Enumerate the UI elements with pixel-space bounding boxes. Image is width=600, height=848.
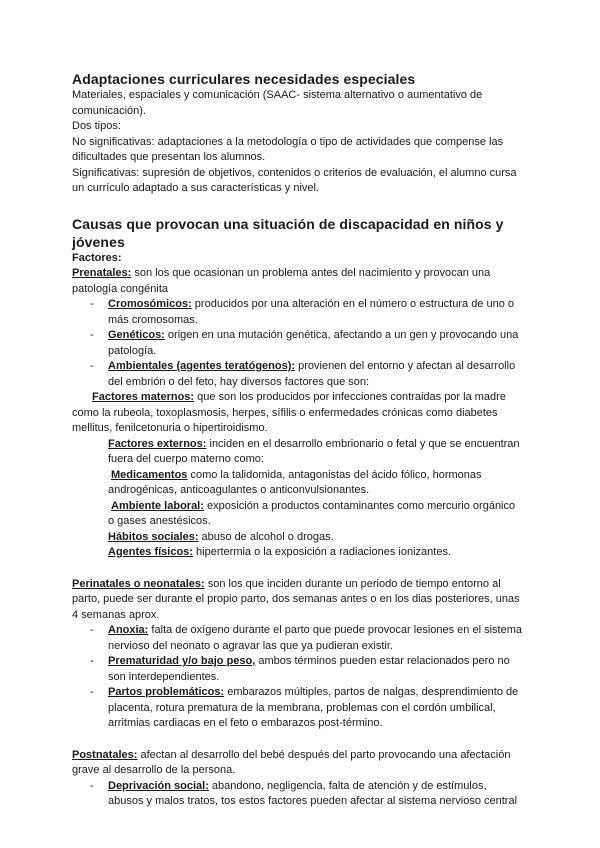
list-item-prematuridad: - Prematuridad y/o bajo peso, ambos términos pueden estar relacionados pero no son interdependientes. <box>90 655 510 683</box>
laboral-label: Ambiente laboral: <box>111 499 204 512</box>
list-item-anoxia: - Anoxia: falta de oxígeno durante el parto que puede provocar lesiones en el sistema nervioso del neonato o agravar las que ya pudieran existir. <box>90 624 522 652</box>
text-line: Significativas: supresión de objetivos, contenidos o criterios de evaluación, el alumno cursa <box>72 166 517 179</box>
habitos-label: Hábitos sociales: <box>108 530 199 543</box>
text-line: Materiales, espaciales y comunicación (SAAC- sistema alternativo o aumentativo de <box>72 89 483 101</box>
text-line: No significativas: adaptaciones a la metodología o tipo de actividades que compense las <box>72 135 504 148</box>
list-item-ambientales: - Ambientales (agentes teratógenos): provienen del entorno y afectan al desarrollo del embrión o del feto, hay diversos factores que son: <box>90 360 516 388</box>
text-line: comunicación). <box>72 104 146 117</box>
factores-heading: Factores: <box>72 251 122 264</box>
perinatales-paragraph: Perinatales o neonatales: son los que inciden durante un periodo de tiempo entorno al <box>72 577 501 590</box>
text-line: Dos tipos: <box>72 120 121 132</box>
list-item-cromosomicos: - Cromosómicos: producidos por una alteración en el número o estructura de uno o más cromosomas. <box>90 298 515 326</box>
factores-maternos: Factores maternos: que son los producidos por infecciones contraidas por la madre como la rubeola, toxoplasmosis, herpes, sífilis o enfermedades crónicas como diabetes mellitus, fenilcetonuria o hipertiroidismo. <box>72 391 506 434</box>
section2-body: Factores: Prenatales: son los que ocasionan un problema antes del nacimiento y provocan una patología congénita - Cromosómicos: producidos por una alteración en el número o estructura de uno o más cromosomas. - Genéticos: origen en una mutación genética, afectando a un gen y provocando una patología. - Ambientales (agentes teratógenos): provienen del entorno y afectan al desarrollo del embrión o del feto, hay diversos factores que son: Factores maternos: que son los producidos por infecciones contraidas por la madre como la rubeola, toxoplasmosis, herpes, sífilis o enfermedades crónicas como diabetes mellitus, fenilcetonuria o hipertiroidismo. Factores externos: inciden en el desarrollo embrionario o fetal y que se encuentran fuera del cuerpo materno como: Medicamentos como la talidomida, antagonistas del ácido fólico, hormonas androgénicas, anticoagulantes o anticonvulsionantes. Ambiente laboral: exposición a productos contaminantes como mercurio orgánico o gases anestésicos. Hábitos sociales: abuso de alcohol o drogas. Agentes físicos: hipertermia o la exposición a radiaciones ionizantes. Perinatales o neonatales: son los que inciden durante un periodo de tiempo entorno al parto, puede ser durante el propio parto, dos semanas antes o en los dias posteriores, unas 4 semanas aprox. - Anoxia: falta de oxígeno durante el parto que puede provocar lesiones en el sistema nervioso del neonato o agravar las que ya pudieran existir. - Prematuridad y/o bajo peso, ambos términos pueden estar relacionados pero no son interdependientes. - Partos problemáticos: embarazos múltiples, partos de nalgas, desprendimiento de placenta, rotura prematura de la membrana, problemas con el cordón umbilical, arritmias cardiacas en el feto o embarazos post-término. Postnatales: afectan al desarrollo del bebé después del parto provocando una afectación grave al desarrollo de la persona. - Deprivación social: abandono, negligencia, falta de atención y de estímulos, abusos y malos tratos, tos estos factores pueden afectar al sistema nervioso central <box>72 251 532 810</box>
section2-title: Causas que provocan una situación de discapacidad en niños y jóvenes <box>72 215 504 250</box>
list-item-partos: - Partos problemáticos: embarazos múltiples, partos de nalgas, desprendimiento de placenta, rotura prematura de la membrana, problemas con el cordón umbilical, arritmias cardiacas en el feto o embarazos post-término. <box>90 686 519 729</box>
section1-body <box>72 88 532 197</box>
text-line: dificultades que presentan los alumnos. <box>72 151 266 163</box>
medicamentos-label: Medicamentos <box>111 468 188 481</box>
factores-externos: Factores externos: inciden en el desarrollo embrionario o fetal y que se encuentran fuera del cuerpo materno como: Medicamentos como la talidomida, antagonistas del ácido fólico, hormonas androgénicas, anticoagulantes o anticonvulsionantes. Ambiente laboral: exposición a productos contaminantes como mercurio orgánico o gases anestésicos. Hábitos sociales: abuso de alcohol o drogas. Agentes físicos: hipertermia o la exposición a radiaciones ionizantes. <box>108 437 520 558</box>
text-line: un currículo adaptado a sus características y nivel. <box>72 182 320 194</box>
section1-title: Adaptaciones curriculares necesidades especiales <box>72 71 416 87</box>
prenatales-label: Prenatales: <box>72 267 132 279</box>
fisicos-label: Agentes físicos: <box>108 546 193 558</box>
list-item-deprivacion: - Deprivación social: abandono, negligencia, falta de atención y de estímulos, abusos y malos tratos, tos estos factores pueden afectar al sistema nervioso central <box>90 779 518 807</box>
postnatales-paragraph: Postnatales: afectan al desarrollo del bebé después del parto provocando una afectación <box>72 748 511 761</box>
list-item-geneticos: - Genéticos: origen en una mutación genética, afectando a un gen y provocando una patología. <box>90 329 519 357</box>
document-page <box>72 70 532 810</box>
prenatales-paragraph: Prenatales: son los que ocasionan un problema antes del nacimiento y provocan una <box>72 267 491 279</box>
